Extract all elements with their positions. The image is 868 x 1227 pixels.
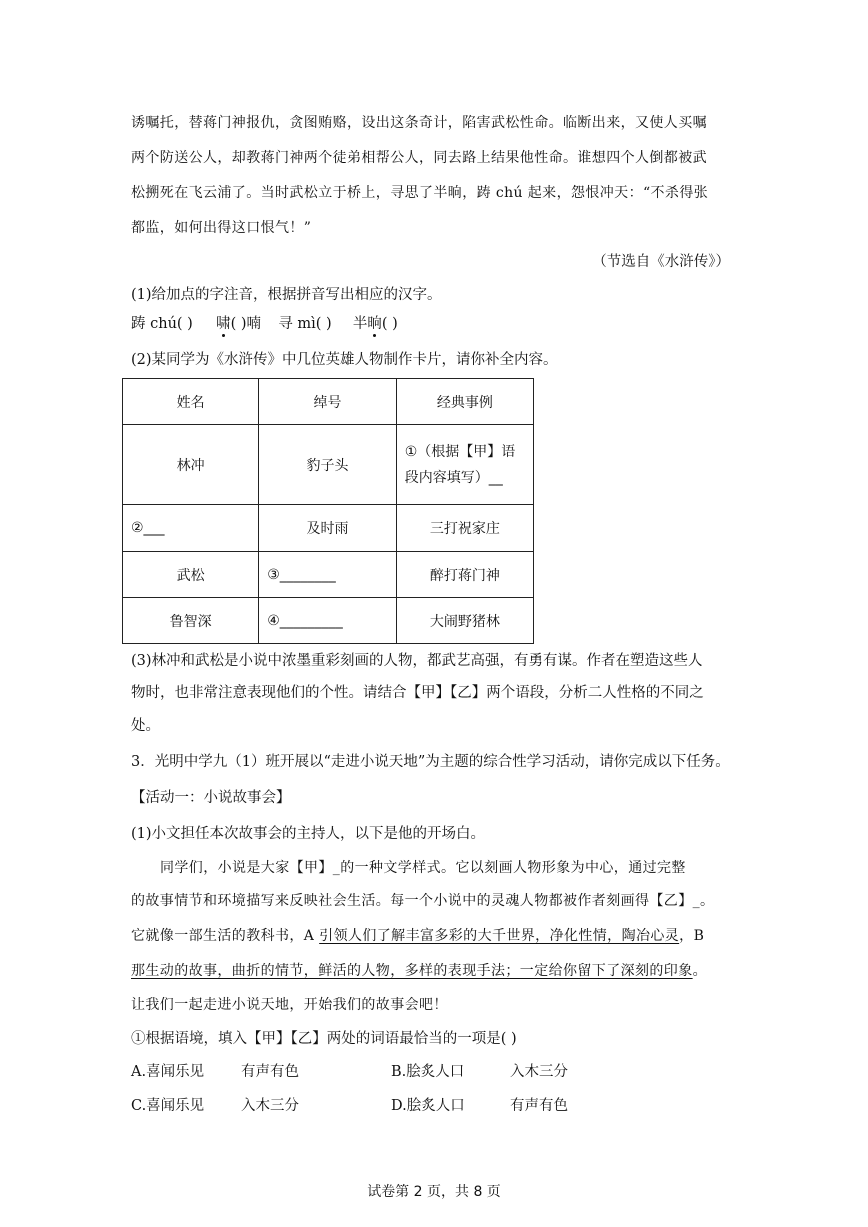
option-b — [391, 1062, 568, 1082]
option-a-label: A.喜闻乐见 — [131, 1064, 205, 1080]
table-cell: 醉打蒋门神 — [396, 552, 533, 598]
option-c — [131, 1096, 299, 1116]
hero-card-table — [122, 378, 534, 644]
option-d — [391, 1096, 568, 1116]
activity-title: 【活动一：小说故事会】 — [131, 790, 291, 806]
sub-question-1: (1)小文担任本次故事会的主持人，以下是他的开场白。 — [131, 826, 486, 842]
option-c-second: 入木三分 — [241, 1098, 299, 1114]
q3-line-2: 物时，也非常注意表现他们的个性。请结合【甲】【乙】两个语段，分析二人性格的不同之 — [131, 685, 704, 701]
table-row — [123, 552, 534, 598]
q3-line-1: (3)林冲和武松是小说中浓墨重彩刻画的人物，都武艺高强，有勇有谋。作者在塑造这些人 — [131, 653, 703, 669]
table-cell: 鲁智深 — [123, 598, 259, 644]
q1-prompt: (1)给加点的字注音，根据拼音写出相应的汉字。 — [131, 287, 442, 303]
q2-prompt: (2)某同学为《水浒传》中几位英雄人物制作卡片，请你补全内容。 — [131, 352, 558, 368]
passage-line-1: 诱嘱托，替蒋门神报仇，贪图贿赂，设出这条奇计，陷害武松性命。临断出来，又使人买嘱 — [131, 115, 707, 131]
table-header-cell: 绰号 — [259, 379, 397, 425]
speech-sentence-a: 引领人们了解丰富多彩的大千世界，净化性情，陶冶心灵 — [319, 928, 680, 944]
table-cell-blank-3: ③________ — [259, 552, 397, 598]
table-row — [123, 598, 534, 644]
table-cell: 三打祝家庄 — [396, 505, 533, 552]
option-a — [131, 1062, 299, 1082]
table-cell-blank-2: ②___ — [123, 505, 259, 552]
cell-line-1: ①（根据【甲】语 — [404, 443, 516, 460]
table-header-row — [123, 379, 534, 425]
q1-item-2-char: 啸 — [216, 316, 231, 332]
page-footer: 试卷第 2 页，共 8 页 — [367, 1184, 501, 1200]
table-cell: 林冲 — [123, 425, 259, 505]
speech-line-1: 同学们，小说是大家【甲】_的一种文学样式。它以刻画人物形象为中心，通过完整 — [160, 860, 686, 876]
speech-line-3-c: ，B — [679, 928, 705, 944]
option-d-label: D.脍炙人口 — [391, 1098, 465, 1114]
q1-item-2-rest: ( )喃 — [230, 316, 261, 332]
table-row — [123, 425, 534, 505]
passage-line-2: 两个防送公人，却教蒋门神两个徒弟相帮公人，同去路上结果他性命。谁想四个人倒都被武 — [131, 150, 707, 166]
speech-line-2: 的故事情节和环境描写来反映社会生活。每一个小说中的灵魂人物都被作者刻画得【乙】_。 — [131, 893, 715, 909]
speech-line-3-a: 它就像一部生活的教科书，A — [131, 928, 320, 944]
table-cell-blank-4: ④_________ — [259, 598, 397, 644]
table-cell: 及时雨 — [259, 505, 397, 552]
option-a-second: 有声有色 — [241, 1064, 299, 1080]
q1-item-4-a: 半 — [352, 316, 368, 332]
q1-item-4-char: 晌 — [367, 316, 382, 332]
table-cell: 大闹野猪林 — [396, 598, 533, 644]
option-b-label: B.脍炙人口 — [391, 1064, 465, 1080]
q1-item-1: 踌 chú( ) — [131, 316, 193, 332]
q1-item-4-rest: ( ) — [381, 316, 398, 332]
table-row — [123, 505, 534, 552]
table-cell: 豹子头 — [259, 425, 397, 505]
speech-line-4 — [131, 961, 707, 981]
cell-line-2: 段内容填写）__ — [404, 469, 503, 486]
option-b-second: 入木三分 — [510, 1064, 568, 1080]
table-cell: 武松 — [123, 552, 259, 598]
q1-items — [131, 314, 398, 334]
passage-line-3: 松搠死在飞云浦了。当时武松立于桥上，寻思了半晌，踌 chú 起来，怨恨冲天：“不杀得张 — [131, 185, 709, 201]
section3-title: 3．光明中学九（1）班开展以“走进小说天地”为主题的综合性学习活动，请你完成以下任务。 — [131, 754, 730, 770]
choice-prompt: ①根据语境，填入【甲】【乙】两处的词语最恰当的一项是( ) — [131, 1031, 517, 1047]
passage-line-4: 都监，如何出得这口恨气！” — [131, 220, 312, 236]
option-c-label: C.喜闻乐见 — [131, 1098, 205, 1114]
table-header-cell: 经典事例 — [396, 379, 533, 425]
passage-source: （节选自《水浒传》） — [592, 254, 730, 270]
speech-line-3 — [131, 926, 704, 946]
table-cell-blank-1 — [396, 425, 533, 505]
option-d-second: 有声有色 — [510, 1098, 568, 1114]
speech-line-5: 让我们一起走进小说天地，开始我们的故事会吧！ — [131, 997, 448, 1013]
q1-item-3: 寻 mì( ) — [278, 316, 332, 332]
table-header-cell: 姓名 — [123, 379, 259, 425]
q3-line-3: 处。 — [131, 718, 160, 734]
speech-line-4-end: 。 — [692, 963, 708, 979]
speech-sentence-b: 那生动的故事，曲折的情节，鲜活的人物，多样的表现手法；一定给你留下了深刻的印象 — [131, 963, 693, 979]
